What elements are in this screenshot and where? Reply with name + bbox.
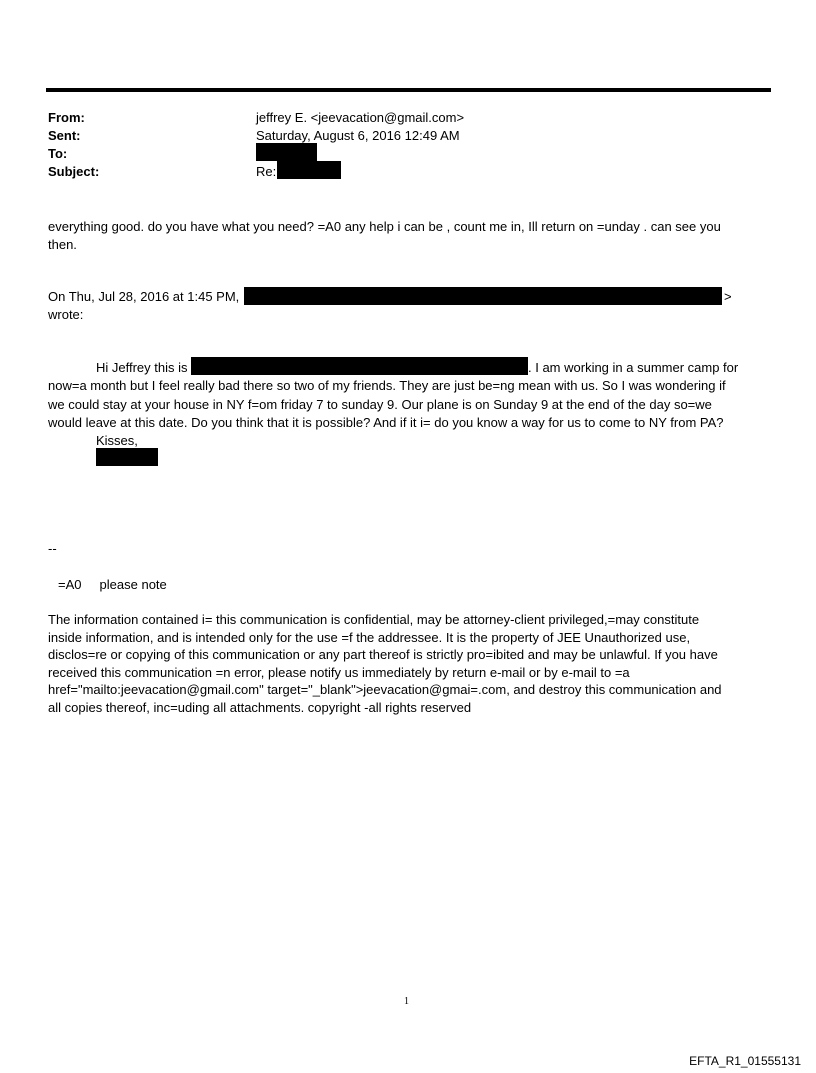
signature-note: =A0 please note [58, 577, 167, 592]
disclaimer [48, 611, 773, 716]
document-id: EFTA_R1_01555131 [689, 1054, 801, 1068]
reply-body [48, 218, 773, 253]
from-value: jeffrey E. <jeevacation@gmail.com> [256, 110, 465, 125]
quote-header [48, 288, 773, 323]
subject-label: Subject: [48, 164, 100, 179]
disclaimer-line: received this communication =n error, please notify us immediately by return e-mail or by e-mail to =a [48, 664, 630, 680]
to-redaction [256, 143, 317, 161]
quoted-greeting: Hi Jeffrey this is [96, 360, 188, 375]
from-label: From: [48, 110, 85, 125]
sent-label: Sent: [48, 128, 81, 143]
page-number: 1 [404, 996, 409, 1007]
quoted-line: now=a month but I feel really bad there so two of my friends. They are just be=ng mean with us. So I was wondering if [48, 378, 726, 393]
quote-header-prefix: On Thu, Jul 28, 2016 at 1:45 PM, [48, 289, 240, 304]
quote-header-suffix: > [724, 289, 732, 304]
quote-header-wrote: wrote: [48, 306, 84, 322]
quoted-line: would leave at this date. Do you think that it is possible? And if it i= do you know a way for us to come to NY from PA? [48, 415, 724, 430]
disclaimer-line: href="mailto:jeevacation@gmail.com" target="_blank">jeevacation@gmai=.com, and destroy this communication and [48, 682, 722, 697]
name-redaction [191, 357, 528, 375]
to-label: To: [48, 146, 68, 161]
sent-value: Saturday, August 6, 2016 12:49 AM [256, 128, 460, 143]
disclaimer-line: all copies thereof, inc=uding all attachments. copyright -all rights reserved [48, 699, 472, 715]
disclaimer-line: inside information, and is intended only for the use =f the addressee. It is the property of JEE Unauthorized use, [48, 629, 691, 645]
quoted-greeting-cont: . I am working in a summer camp for [528, 360, 739, 375]
reply-line: everything good. do you have what you need? =A0 any help i can be , count me in, Ill return on =unday . can see you [48, 219, 721, 234]
quoted-body [48, 377, 773, 433]
header-rule [46, 88, 771, 92]
quoted-signoff: Kisses, [96, 433, 138, 448]
quoted-line: we could stay at your house in NY f=om friday 7 to sunday 9. Our plane is on Sunday 9 at the end of the day so=we [48, 396, 712, 412]
reply-line: then. [48, 236, 77, 252]
disclaimer-line: disclos=re or copying of this communication or any part thereof is strictly pro=ibited and may be unlawful. If you have [48, 647, 718, 662]
disclaimer-line: The information contained i= this communication is confidential, may be attorney-client privileged,=may constitute [48, 612, 700, 627]
signature-redaction [96, 448, 158, 466]
subject-value: Re: [256, 164, 277, 179]
signature-dashes: -- [48, 541, 57, 556]
sender-redaction [244, 287, 722, 305]
subject-redaction [277, 161, 341, 179]
quote-header-line [48, 288, 773, 306]
